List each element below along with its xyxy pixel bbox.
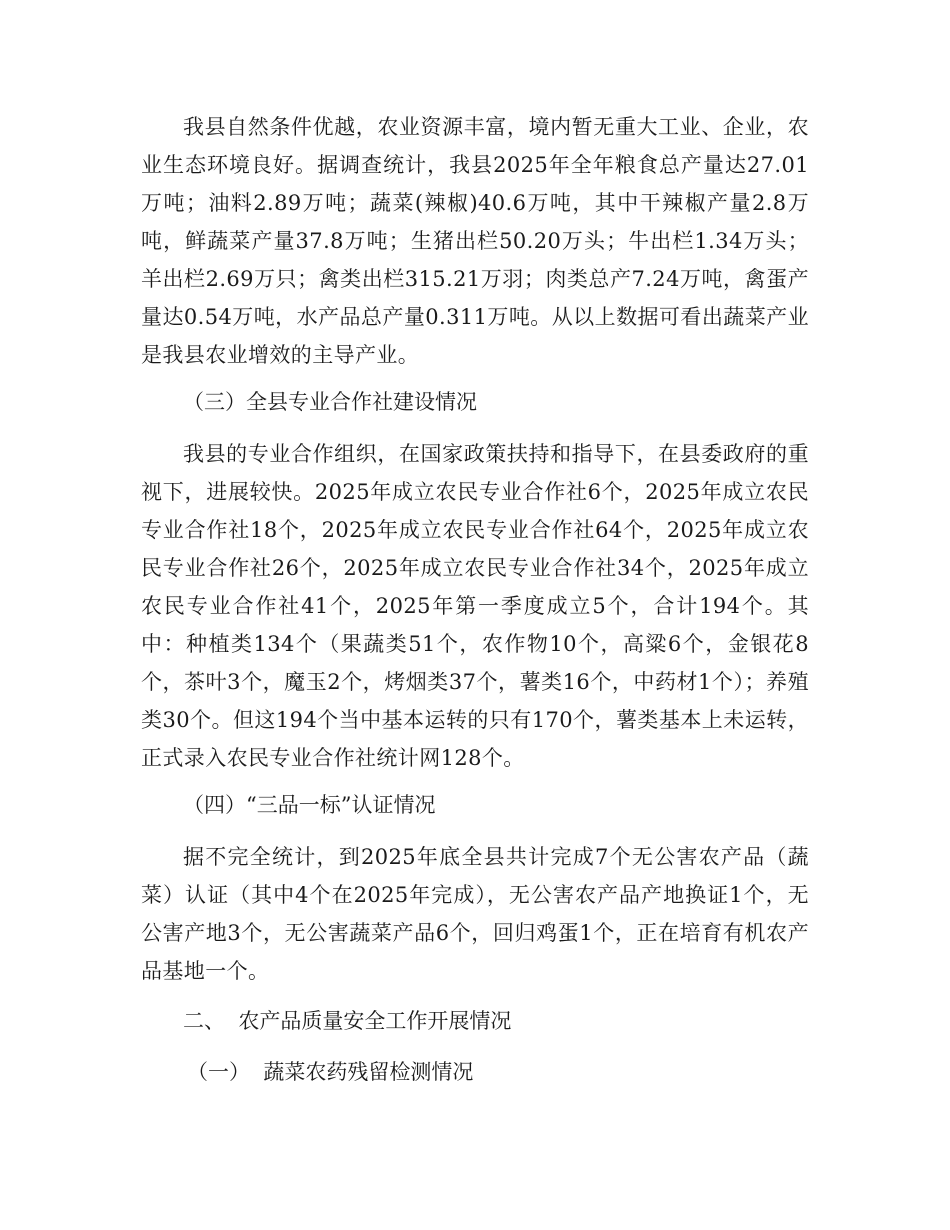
paragraph-agriculture-output: 我县自然条件优越，农业资源丰富，境内暂无重大工业、企业，农业生态环境良好。据调查统计，我县2025年全年粮食总产量达27.01万吨；油料2.89万吨；蔬菜(辣椒)40.6万吨，其中干辣椒产量2.8万吨，鲜蔬菜产量37.8万吨；生猪出栏50.20万头；牛出栏1.34万头；羊出栏2.69万只；禽类出栏315.21万羽；肉类总产7.24万吨，禽蛋产量达0.54万吨，水产品总产量0.311万吨。从以上数据可看出蔬菜产业是我县农业增效的主导产业。 (141, 115, 809, 367)
heading-pesticide-residue: （一） 蔬菜农药残留检测情况 (187, 1060, 474, 1084)
paragraph-certification: 据不完全统计，到2025年底全县共计完成7个无公害农产品（蔬菜）认证（其中4个在2025年完成），无公害农产品产地换证1个，无公害产地3个，无公害蔬菜产品6个，回归鸡蛋1个，正在培育有机农产品基地一个。 (141, 845, 809, 983)
heading-certification: （四）“三品一标”认证情况 (183, 793, 436, 817)
heading-cooperatives: （三）全县专业合作社建设情况 (183, 390, 477, 414)
heading-quality-safety: 二、 农产品质量安全工作开展情况 (183, 1009, 512, 1033)
paragraph-cooperatives: 我县的专业合作组织，在国家政策扶持和指导下，在县委政府的重视下，进展较快。2025年成立农民专业合作社6个，2025年成立农民专业合作社18个，2025年成立农民专业合作社64个，2025年成立农民专业合作社26个，2025年成立农民专业合作社34个，2025年成立农民专业合作社41个，2025年第一季度成立5个，合计194个。其中：种植类134个（果蔬类51个，农作物10个，高粱6个，金银花8个，茶叶3个，魔玉2个，烤烟类37个，薯类16个，中药材1个）；养殖类30个。但这194个当中基本运转的只有170个，薯类基本上未运转，正式录入农民专业合作社统计网128个。 (141, 442, 809, 770)
